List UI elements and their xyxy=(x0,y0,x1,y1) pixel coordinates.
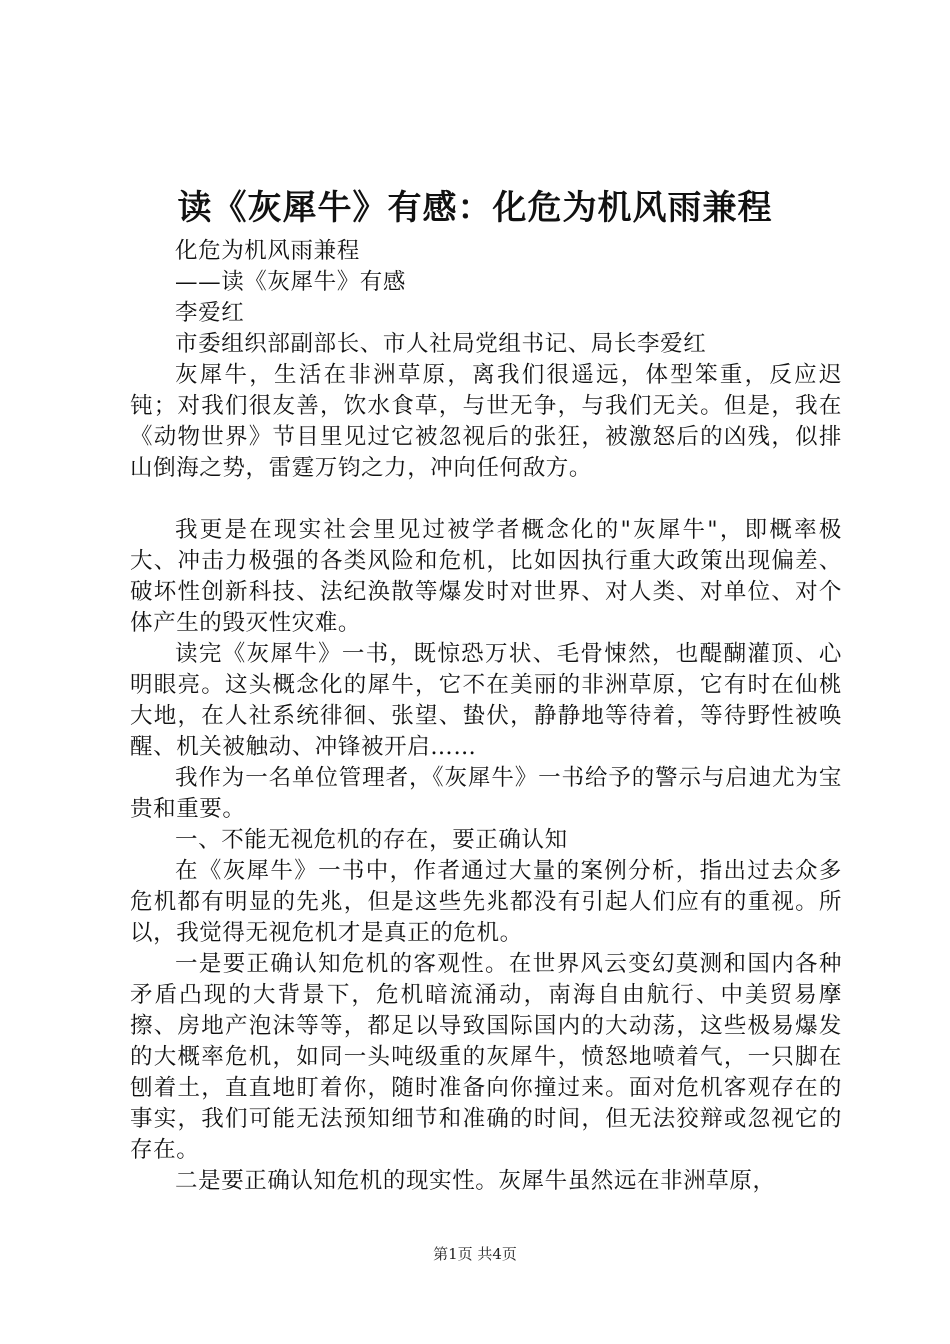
body-paragraph: 我更是在现实社会里见过被学者概念化的"灰犀牛"，即概率极大、冲击力极强的各类风险和危机，比如因执行重大政策出现偏差、破坏性创新科技、法纪涣散等爆发时对世界、对人类、对单位、对个体产生的毁灭性灾难。 xyxy=(130,517,842,636)
section-heading: 一、不能无视危机的存在，要正确认知 xyxy=(175,827,568,853)
subtitle-line: 化危为机风雨兼程 xyxy=(175,238,360,264)
body-paragraph: 读完《灰犀牛》一书，既惊恐万状、毛骨悚然，也醍醐灌顶、心明眼亮。这头概念化的犀牛，它不在美丽的非洲草原，它有时在仙桃大地，在人社系统徘徊、张望、蛰伏，静静地等待着，等待野性被唤醒、机关被触动、冲锋被开启…… xyxy=(130,641,842,760)
body-paragraph: 在《灰犀牛》一书中，作者通过大量的案例分析，指出过去众多危机都有明显的先兆，但是这些先兆都没有引起人们应有的重视。所以，我觉得无视危机才是真正的危机。 xyxy=(130,858,842,946)
paragraph-spacer xyxy=(130,484,842,515)
article-body xyxy=(130,236,842,1197)
body-paragraph: 二是要正确认知危机的现实性。灰犀牛虽然远在非洲草原， xyxy=(175,1168,776,1194)
author-title: 市委组织部副部长、市人社局党组书记、局长李爱红 xyxy=(175,331,707,357)
body-paragraph: 灰犀牛，生活在非洲草原，离我们很遥远，体型笨重，反应迟钝；对我们很友善，饮水食草，与世无争，与我们无关。但是，我在《动物世界》节目里见过它被忽视后的张狂，被激怒后的凶残，似排山倒海之势，雷霆万钧之力，冲向任何敌方。 xyxy=(130,362,842,481)
page-number-footer: 第1页 共4页 xyxy=(433,1245,517,1263)
page-title: 读《灰犀牛》有感：化危为机风雨兼程 xyxy=(177,188,773,228)
subtitle-line: ——读《灰犀牛》有感 xyxy=(175,269,407,295)
body-paragraph: 一是要正确认知危机的客观性。在世界风云变幻莫测和国内各种矛盾凸现的大背景下，危机暗流涌动，南海自由航行、中美贸易摩擦、房地产泡沫等等，都足以导致国际国内的大动荡，这些极易爆发的大概率危机，如同一头吨级重的灰犀牛，愤怒地喷着气，一只脚在刨着土，直直地盯着你，随时准备向你撞过来。面对危机客观存在的事实，我们可能无法预知细节和准确的时间，但无法狡辩或忽视它的存在。 xyxy=(130,951,842,1163)
body-paragraph: 我作为一名单位管理者，《灰犀牛》一书给予的警示与启迪尤为宝贵和重要。 xyxy=(130,765,842,822)
author-name: 李爱红 xyxy=(175,300,245,326)
